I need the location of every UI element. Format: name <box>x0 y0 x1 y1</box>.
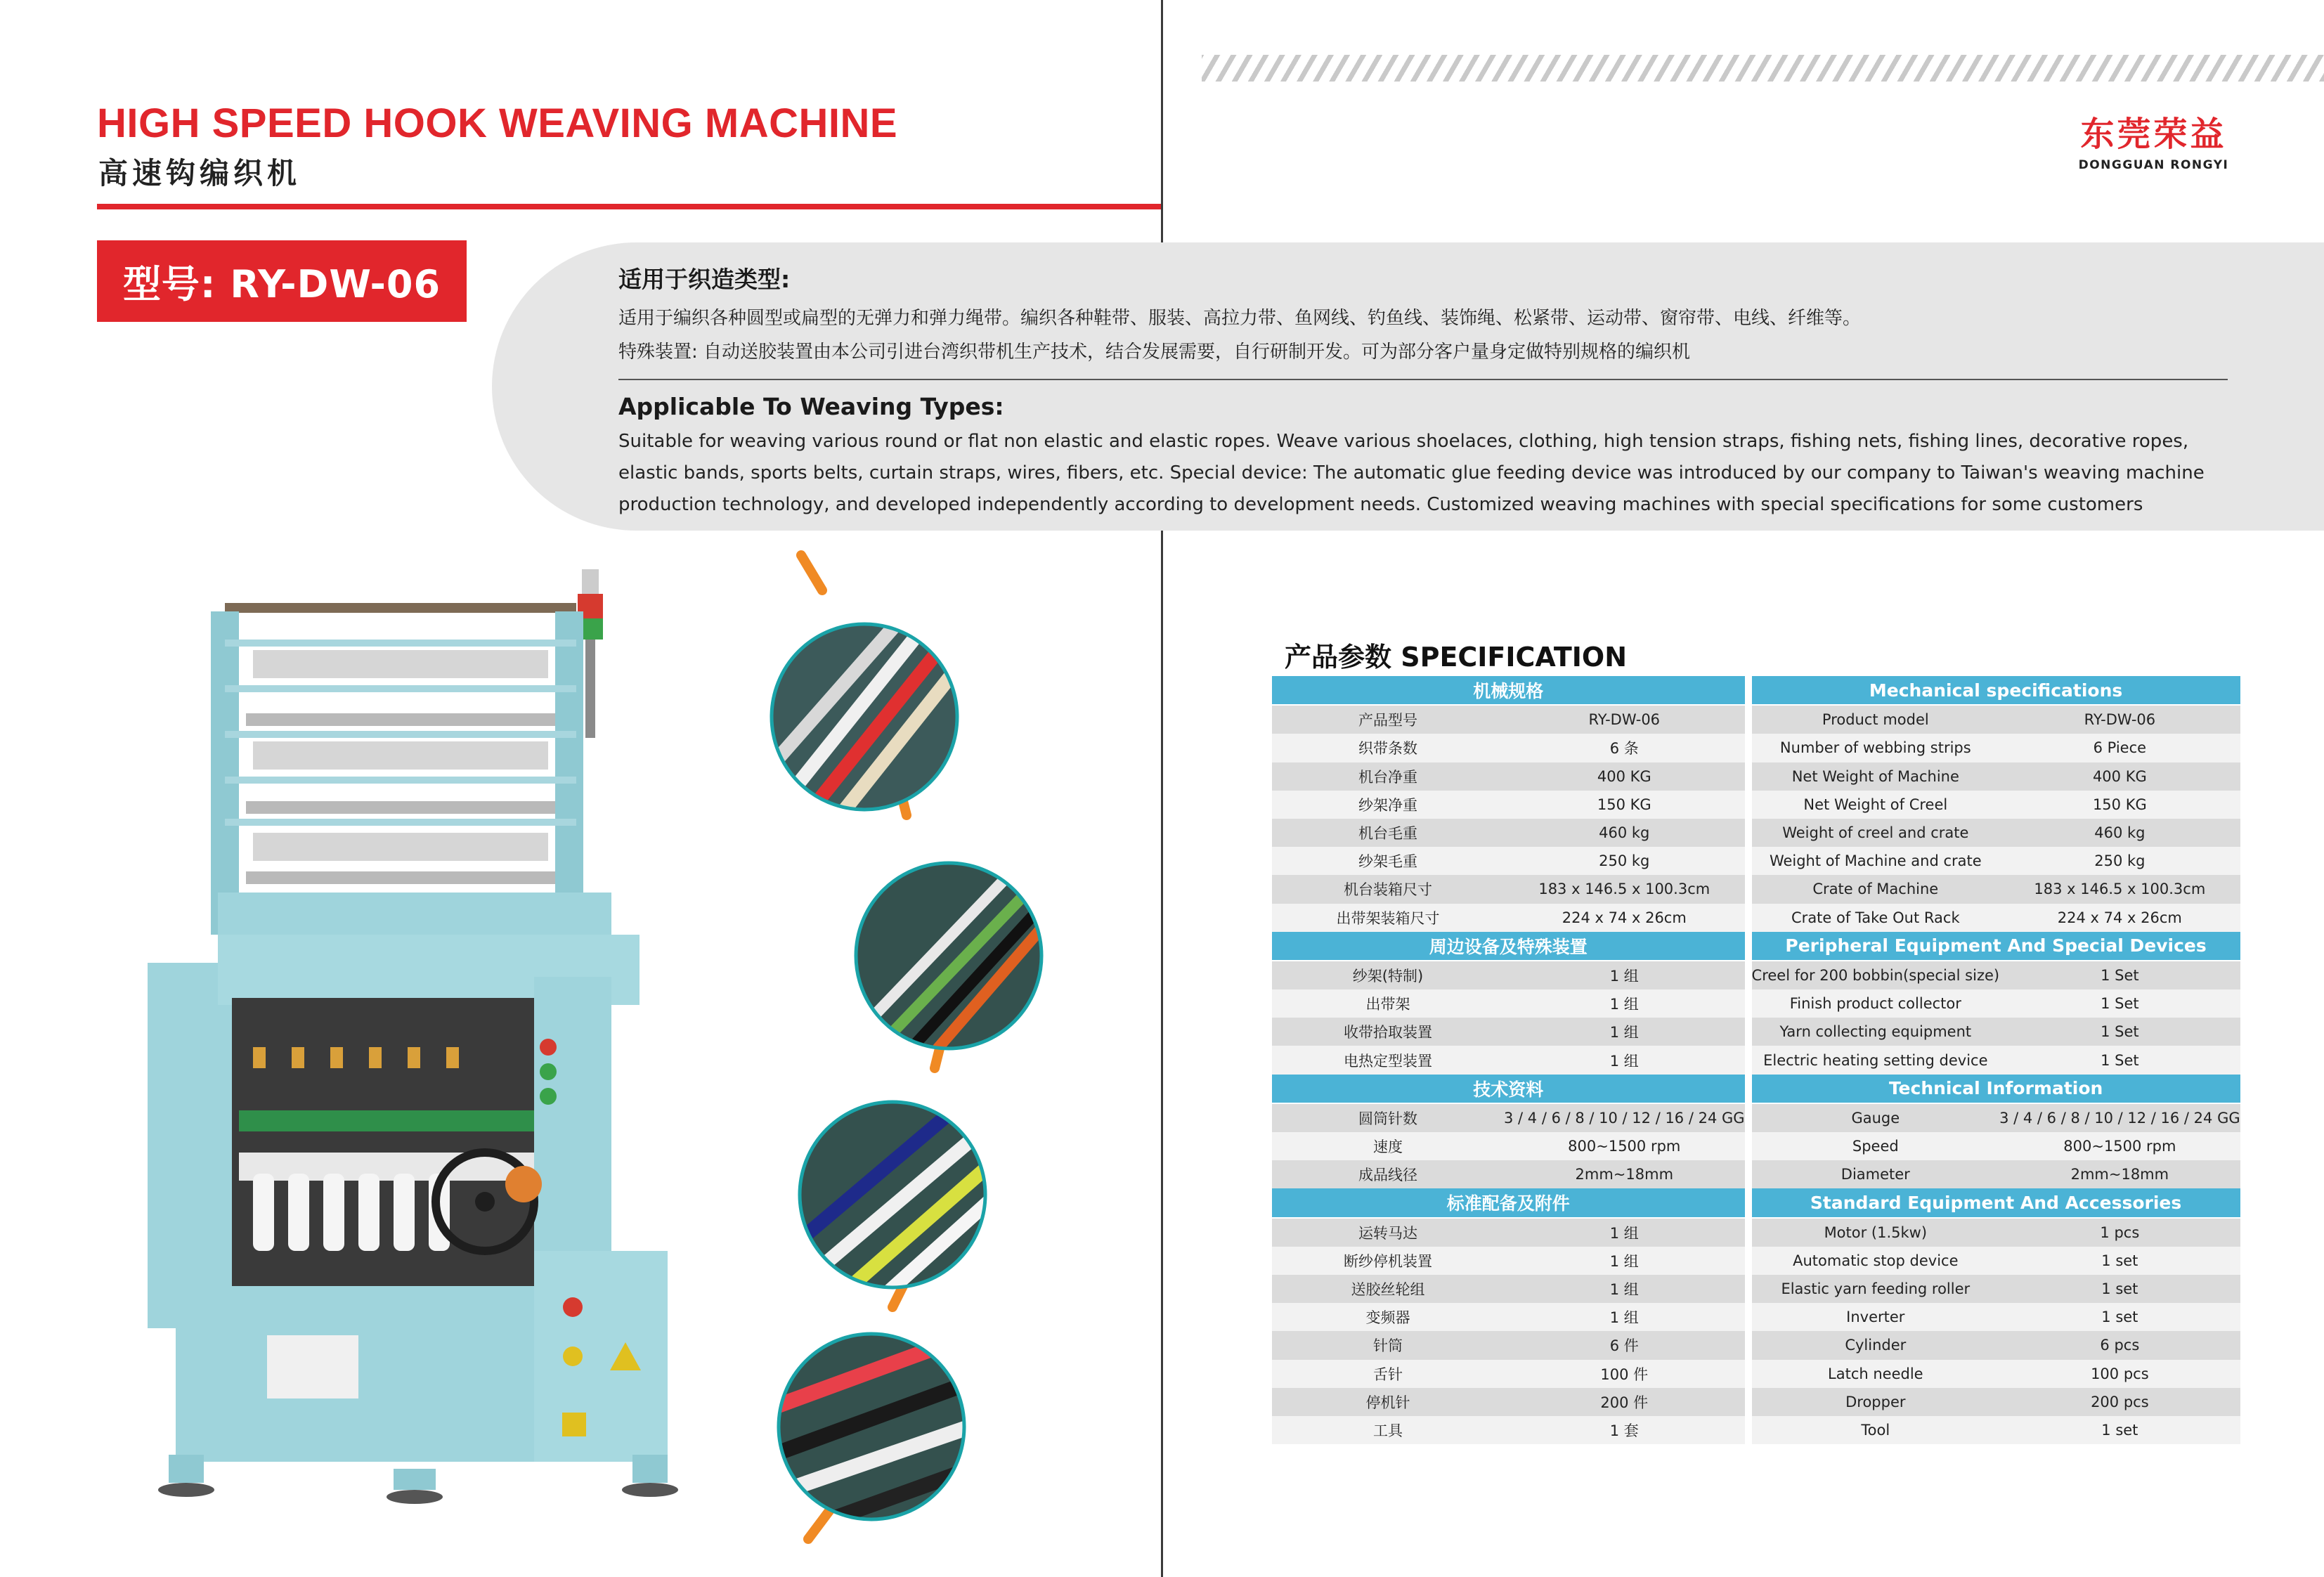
section-title-en: Mechanical specifications <box>1752 676 2240 706</box>
applicable-desc-en: Suitable for weaving various round or flat non elastic and elastic ropes. Weave various shoelaces, clothing, high tension straps, fishing nets, fishing lines, decorative ropes, elastic bands, sports belts, curtain straps, wires, fibers, etc. Special device: The automatic glue feeding device was introduced by our company to Taiwan's weaving machine production technology, and developed independently according to development needs. Customized weaving machines with special specifications for some customers <box>618 431 2205 515</box>
item-value-en: 6 Piece <box>1999 734 2240 762</box>
item-name-zh: 速度 <box>1272 1132 1504 1160</box>
table-row <box>1272 1416 2240 1444</box>
section-title-en: Peripheral Equipment And Special Devices <box>1752 932 2240 961</box>
item-value-zh: 6 件 <box>1504 1331 1745 1359</box>
spec-section-header <box>1272 1188 2240 1218</box>
table-row <box>1272 1275 2240 1303</box>
table-row <box>1272 819 2240 847</box>
item-value-zh: 1 组 <box>1504 1219 1745 1247</box>
section-title-zh: 标准配备及附件 <box>1272 1188 1745 1218</box>
title-divider <box>97 204 1161 209</box>
item-value-zh: 1 组 <box>1504 961 1745 989</box>
spec-table <box>1272 676 2240 1444</box>
item-name-zh: 产品型号 <box>1272 706 1504 734</box>
table-row <box>1272 1388 2240 1416</box>
page-subtitle-zh: 高速钩编织机 <box>98 156 301 190</box>
table-row <box>1272 1160 2240 1188</box>
item-name-en: Elastic yarn feeding roller <box>1752 1275 2000 1303</box>
item-name-en: Net Weight of Creel <box>1752 791 2000 819</box>
item-name-en: Motor (1.5kw) <box>1752 1219 2000 1247</box>
section-title-zh: 机械规格 <box>1272 676 1745 706</box>
brand-name-zh: 东莞荣益 <box>2080 115 2227 154</box>
item-value-zh: 460 kg <box>1504 819 1745 847</box>
table-row <box>1272 961 2240 989</box>
item-name-en: Crate of Take Out Rack <box>1752 904 2000 932</box>
item-name-zh: 断纱停机装置 <box>1272 1247 1504 1275</box>
item-name-en: Speed <box>1752 1132 2000 1160</box>
item-name-en: Latch needle <box>1752 1360 2000 1388</box>
model-badge: 型号: RY-DW-06 <box>97 240 467 322</box>
item-name-en: Crate of Machine <box>1752 875 2000 903</box>
spec-section-header <box>1272 1075 2240 1104</box>
item-value-en: RY-DW-06 <box>1999 706 2240 734</box>
item-name-en: Dropper <box>1752 1388 2000 1416</box>
item-value-en: 6 pcs <box>1999 1331 2240 1359</box>
item-name-zh: 纱架毛重 <box>1272 847 1504 875</box>
section-title-en: Technical Information <box>1752 1075 2240 1104</box>
item-value-zh: 2mm~18mm <box>1504 1160 1745 1188</box>
item-value-zh: 150 KG <box>1504 791 1745 819</box>
item-value-zh: 3 / 4 / 6 / 8 / 10 / 12 / 16 / 24 GG <box>1504 1104 1745 1132</box>
item-value-en: 400 KG <box>1999 762 2240 791</box>
table-row <box>1272 706 2240 734</box>
table-row <box>1272 1247 2240 1275</box>
item-name-zh: 出带架 <box>1272 989 1504 1018</box>
weaving-machine-illustration <box>141 541 717 1511</box>
spec-section-header <box>1272 932 2240 961</box>
brand-name-en: DONGGUAN RONGYI <box>2078 158 2229 172</box>
item-value-zh: 6 条 <box>1504 734 1745 762</box>
item-name-zh: 送胶丝轮组 <box>1272 1275 1504 1303</box>
item-name-zh: 机台毛重 <box>1272 819 1504 847</box>
special-device-desc-zh: 特殊装置: 自动送胶装置由本公司引进台湾织带机生产技术，结合发展需要，自行研制开发。可为部分客户量身定做特别规格的编织机 <box>618 342 1691 363</box>
item-value-en: 460 kg <box>1999 819 2240 847</box>
applicable-text <box>618 261 2228 521</box>
item-name-zh: 成品线径 <box>1272 1160 1504 1188</box>
item-name-zh: 纱架(特制) <box>1272 961 1504 989</box>
item-name-zh: 舌针 <box>1272 1360 1504 1388</box>
item-value-zh: 1 组 <box>1504 1247 1745 1275</box>
item-value-en: 183 x 146.5 x 100.3cm <box>1999 875 2240 903</box>
item-name-zh: 织带条数 <box>1272 734 1504 762</box>
applicable-title-zh: 适用于织造类型: <box>618 266 791 293</box>
right-page <box>1163 0 2324 1577</box>
table-row <box>1272 904 2240 932</box>
item-value-zh: 1 套 <box>1504 1416 1745 1444</box>
item-value-zh: 100 件 <box>1504 1360 1745 1388</box>
section-title-en: Standard Equipment And Accessories <box>1752 1188 2240 1218</box>
spec-section-header <box>1272 676 2240 706</box>
item-value-en: 150 KG <box>1999 791 2240 819</box>
item-value-zh: RY-DW-06 <box>1504 706 1745 734</box>
item-name-en: Cylinder <box>1752 1331 2000 1359</box>
table-row <box>1272 1104 2240 1132</box>
section-title-zh: 周边设备及特殊装置 <box>1272 932 1745 961</box>
rope-samples-illustration <box>759 548 1054 1546</box>
item-name-en: Tool <box>1752 1416 2000 1444</box>
item-value-en: 1 Set <box>1999 961 2240 989</box>
applicable-divider <box>618 379 2228 380</box>
hatch-pattern-decoration <box>1202 55 2324 82</box>
table-row <box>1272 791 2240 819</box>
item-name-en: Inverter <box>1752 1303 2000 1331</box>
item-value-en: 1 set <box>1999 1303 2240 1331</box>
item-value-zh: 1 组 <box>1504 1275 1745 1303</box>
table-row <box>1272 875 2240 903</box>
item-value-en: 1 pcs <box>1999 1219 2240 1247</box>
table-row <box>1272 989 2240 1018</box>
item-value-en: 224 x 74 x 26cm <box>1999 904 2240 932</box>
table-row <box>1272 1219 2240 1247</box>
item-value-en: 2mm~18mm <box>1999 1160 2240 1188</box>
applicable-title-en: Applicable To Weaving Types: <box>618 393 1004 420</box>
item-value-en: 1 Set <box>1999 1046 2240 1074</box>
item-name-zh: 出带架装箱尺寸 <box>1272 904 1504 932</box>
table-row <box>1272 1018 2240 1046</box>
item-value-en: 1 Set <box>1999 1018 2240 1046</box>
item-name-zh: 纱架净重 <box>1272 791 1504 819</box>
item-value-zh: 1 组 <box>1504 1303 1745 1331</box>
table-row <box>1272 734 2240 762</box>
table-row <box>1272 1132 2240 1160</box>
applicable-desc-zh: 适用于编织各种圆型或扁型的无弹力和弹力绳带。编织各种鞋带、服装、高拉力带、鱼网线、钓鱼线、装饰绳、松紧带、运动带、窗帘带、电线、纤维等。 <box>618 308 1862 329</box>
item-name-en: Gauge <box>1752 1104 2000 1132</box>
item-value-zh: 250 kg <box>1504 847 1745 875</box>
item-value-zh: 1 组 <box>1504 1018 1745 1046</box>
item-value-en: 200 pcs <box>1999 1388 2240 1416</box>
item-value-en: 1 Set <box>1999 989 2240 1018</box>
item-name-zh: 变频器 <box>1272 1303 1504 1331</box>
item-value-zh: 224 x 74 x 26cm <box>1504 904 1745 932</box>
item-name-en: Weight of creel and crate <box>1752 819 2000 847</box>
item-value-zh: 1 组 <box>1504 1046 1745 1074</box>
item-value-zh: 200 件 <box>1504 1388 1745 1416</box>
table-row <box>1272 847 2240 875</box>
table-row <box>1272 1331 2240 1359</box>
item-name-en: Diameter <box>1752 1160 2000 1188</box>
item-value-en: 100 pcs <box>1999 1360 2240 1388</box>
item-name-en: Net Weight of Machine <box>1752 762 2000 791</box>
item-name-en: Finish product collector <box>1752 989 2000 1018</box>
item-value-zh: 400 KG <box>1504 762 1745 791</box>
item-value-en: 1 set <box>1999 1416 2240 1444</box>
item-name-en: Number of webbing strips <box>1752 734 2000 762</box>
item-value-zh: 1 组 <box>1504 989 1745 1018</box>
item-name-zh: 机台净重 <box>1272 762 1504 791</box>
item-name-en: Electric heating setting device <box>1752 1046 2000 1074</box>
item-value-zh: 800~1500 rpm <box>1504 1132 1745 1160</box>
item-name-en: Creel for 200 bobbin(special size) <box>1752 961 2000 989</box>
item-value-en: 250 kg <box>1999 847 2240 875</box>
item-name-en: Weight of Machine and crate <box>1752 847 2000 875</box>
brand-logo <box>2075 107 2233 172</box>
item-name-zh: 停机针 <box>1272 1388 1504 1416</box>
item-value-en: 1 set <box>1999 1247 2240 1275</box>
item-name-zh: 收带拾取装置 <box>1272 1018 1504 1046</box>
table-row <box>1272 1046 2240 1074</box>
item-value-en: 3 / 4 / 6 / 8 / 10 / 12 / 16 / 24 GG <box>1999 1104 2240 1132</box>
table-row <box>1272 1303 2240 1331</box>
item-name-zh: 运转马达 <box>1272 1219 1504 1247</box>
item-value-zh: 183 x 146.5 x 100.3cm <box>1504 875 1745 903</box>
table-row <box>1272 762 2240 791</box>
item-value-en: 1 set <box>1999 1275 2240 1303</box>
section-title-zh: 技术资料 <box>1272 1075 1745 1104</box>
table-row <box>1272 1360 2240 1388</box>
item-value-en: 800~1500 rpm <box>1999 1132 2240 1160</box>
spec-title: 产品参数 SPECIFICATION <box>1285 642 1628 673</box>
item-name-en: Automatic stop device <box>1752 1247 2000 1275</box>
page-title: HIGH SPEED HOOK WEAVING MACHINE <box>97 100 898 146</box>
item-name-zh: 圆筒针数 <box>1272 1104 1504 1132</box>
item-name-zh: 工具 <box>1272 1416 1504 1444</box>
item-name-zh: 机台装箱尺寸 <box>1272 875 1504 903</box>
item-name-en: Product model <box>1752 706 2000 734</box>
item-name-zh: 针筒 <box>1272 1331 1504 1359</box>
item-name-en: Yarn collecting equipment <box>1752 1018 2000 1046</box>
item-name-zh: 电热定型装置 <box>1272 1046 1504 1074</box>
